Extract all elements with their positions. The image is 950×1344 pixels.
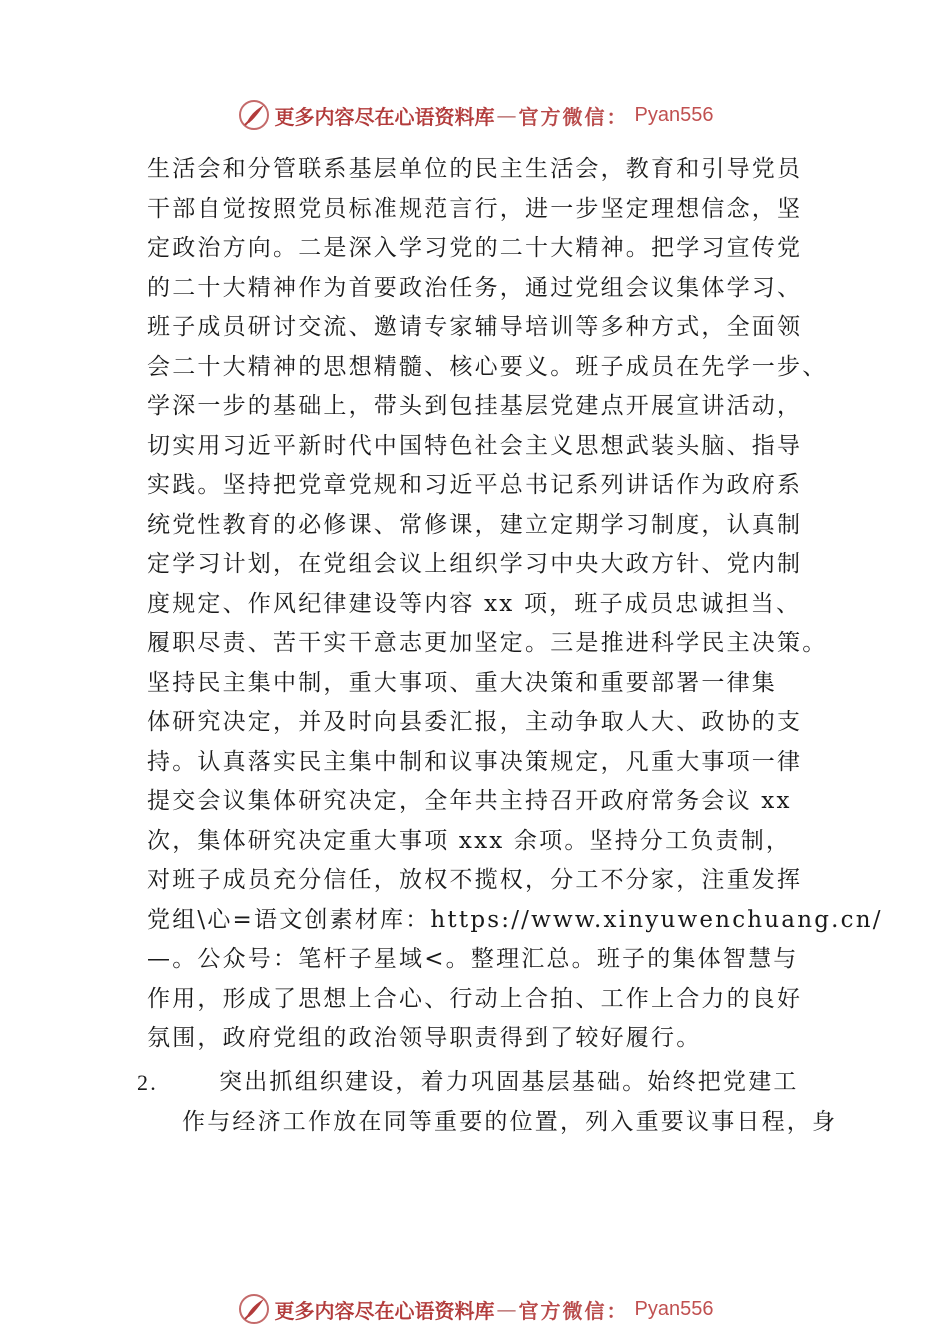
item-continuation-text: 作与经济工作放在同等重要的位置，列入重要议事日程，身 (182, 1108, 838, 1135)
body-line: —。公众号：笔杆子星域<。整理汇总。班子的集体智慧与 (147, 946, 799, 972)
body-line: 切实用习近平新时代中国特色社会主义思想武装头脑、指导 (147, 432, 803, 459)
header-watermark-banner (0, 93, 950, 137)
body-line: 对班子成员充分信任，放权不揽权，分工不分家，注重发挥 (147, 867, 803, 893)
body-line: 学深一步的基础上，带头到包挂基层党建点开展宣讲活动， (147, 393, 803, 419)
body-line: 实践。坚持把党章党规和习近平总书记系列讲话作为政府系 (147, 472, 803, 498)
banner-separator: — (496, 1297, 517, 1321)
body-line: 持。认真落实民主集中制和议事决策规定，凡重大事项一律 (147, 748, 803, 775)
body-line: 体研究决定，并及时向县委汇报，主动争取人大、政协的支 (147, 709, 803, 735)
official-wechat-label: 官方微信： (518, 104, 629, 129)
body-line: 党组\心=语文创素材库：https://www.xinyuwenchuang.cn/ (147, 906, 883, 933)
body-line: 定学习计划，在党组会议上组织学习中央大政方针、党内制 (147, 551, 803, 577)
numbered-item-line (137, 1063, 837, 1103)
body-line: 度规定、作风纪律建设等内容 xx 项，班子成员忠诚担当、 (147, 590, 802, 617)
body-line: 会二十大精神的思想精髓、核心要义。班子成员在先学一步、 (147, 353, 828, 380)
body-line: 提交会议集体研究决定，全年共主持召开政府常务会议 xx (147, 788, 792, 814)
body-line: 生活会和分管联系基层单位的民主生活会，教育和引导党员 (147, 156, 803, 182)
wechat-id: Pyan556 (634, 103, 714, 126)
body-line: 次，集体研究决定重大事项 xxx 余项。坚持分工负责制， (147, 827, 792, 854)
body-line: 履职尽责、苦干实干意志更加坚定。三是推进科学民主决策。 (147, 630, 828, 656)
brand-text: 更多内容尽在心语资料库 (274, 1298, 495, 1323)
quill-logo-icon (237, 1292, 271, 1326)
banner-separator: — (496, 103, 517, 127)
body-line: 干部自觉按照党员标准规范言行，进一步坚定理想信念，坚 (147, 195, 803, 222)
item-number: 2. (137, 1070, 158, 1095)
body-line: 统党性教育的必修课、常修课，建立定期学习制度，认真制 (147, 511, 803, 538)
body-line: 的二十大精神作为首要政治任务，通过党组会议集体学习、 (147, 274, 803, 301)
body-line: 定政治方向。二是深入学习党的二十大精神。把学习宣传党 (147, 235, 803, 261)
wechat-id: Pyan556 (634, 1297, 714, 1320)
body-line: 坚持民主集中制，重大事项、重大决策和重要部署一律集 (147, 669, 777, 696)
numbered-item-2 (137, 1063, 837, 1142)
body-line: 氛围，政府党组的政治领导职责得到了较好履行。 (147, 1025, 702, 1051)
quill-logo-icon (237, 98, 271, 132)
item-heading-text: 突出抓组织建设，着力巩固基层基础。始终把党建工 (219, 1069, 799, 1095)
brand-text: 更多内容尽在心语资料库 (274, 104, 495, 129)
numbered-item-continuation (137, 1103, 837, 1143)
body-line: 作用，形成了思想上合心、行动上合拍、工作上合力的良好 (147, 985, 803, 1012)
document-body (147, 150, 883, 1059)
official-wechat-label: 官方微信： (518, 1298, 629, 1323)
body-line: 班子成员研讨交流、邀请专家辅导培训等多种方式，全面领 (147, 314, 803, 340)
footer-watermark-banner (0, 1287, 950, 1331)
